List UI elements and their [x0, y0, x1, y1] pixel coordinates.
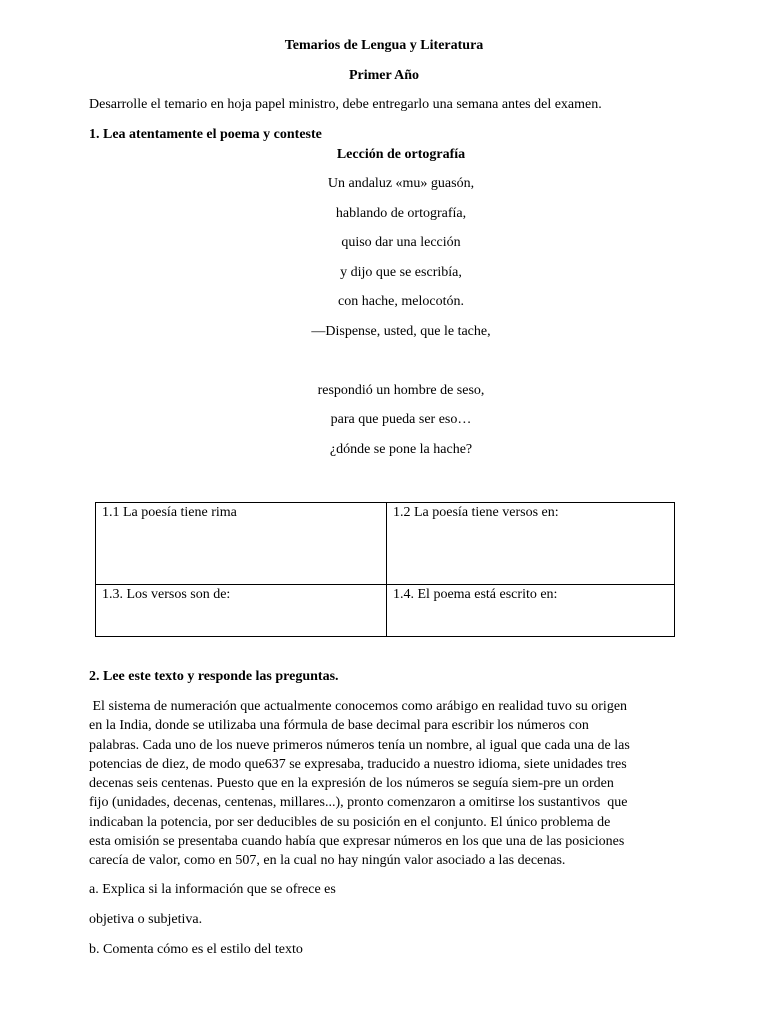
paragraph-line: palabras. Cada uno de los nueve primeros números tenía un nombre, al igual que cada una de las [89, 737, 630, 753]
reading-paragraph [89, 697, 689, 871]
poem-line: ¿dónde se pone la hache? [329, 442, 473, 457]
table-cell-q1 [96, 503, 386, 584]
poem-line: con hache, melocotón. [338, 294, 464, 309]
document-subtitle: Primer Año [348, 68, 420, 83]
paragraph-line: carecía de valor, como en 507, en la cual no hay ningún valor asociado a las decenas. [89, 853, 566, 869]
table-cell-q3-label: 1.3. Los versos son de: [102, 587, 231, 602]
table-cell-q2 [387, 503, 675, 584]
poem-line: quiso dar una lección [341, 235, 461, 250]
table-cell-q1-label: 1.1 La poesía tiene rima [102, 505, 237, 520]
table-cell-q3 [96, 585, 386, 637]
paragraph-line: decenas seis centenas. Puesto que en la expresión de los números se seguía siem-pre un orden [89, 776, 614, 792]
section2-heading: 2. Lee este texto y responde las preguntas. [89, 669, 339, 684]
poem-line: hablando de ortografía, [335, 206, 467, 221]
poem-line: respondió un hombre de seso, [317, 383, 485, 398]
paragraph-line: indicaban la potencia, por ser deducibles de su posición en el conjunto. El único problema de [89, 814, 611, 830]
poem-line: para que pueda ser eso… [330, 412, 472, 427]
poem-title: Lección de ortografía [336, 147, 466, 162]
paragraph-line: potencias de diez, de modo que637 se expresaba, traducido a nuestro idioma, siete unidades tres [89, 756, 627, 772]
poem-line: Un andaluz «mu» guasón, [327, 176, 475, 191]
instructions-text: Desarrolle el temario en hoja papel ministro, debe entregarlo una semana antes del examen. [89, 97, 602, 112]
table-cell-q2-label: 1.2 La poesía tiene versos en: [393, 505, 559, 520]
paragraph-line: en la India, donde se utilizaba una fórmula de base decimal para escribir los números con [89, 718, 589, 734]
paragraph-line: esta omisión se presentaba cuando había que expresar números en los que una de las posiciones [89, 834, 625, 850]
question-a-line1: a. Explica si la información que se ofrece es [89, 882, 336, 897]
questions-table [95, 502, 675, 637]
poem-line: y dijo que se escribía, [340, 265, 462, 280]
question-b: b. Comenta cómo es el estilo del texto [89, 942, 303, 957]
document-title: Temarios de Lengua y Literatura [284, 38, 484, 53]
paragraph-line: El sistema de numeración que actualmente conocemos como arábigo en realidad tuvo su origen [89, 699, 628, 714]
poem-line: —Dispense, usted, que le tache, [311, 324, 491, 339]
table-cell-q4 [387, 585, 675, 637]
table-cell-q4-label: 1.4. El poema está escrito en: [393, 587, 558, 602]
question-a-line2: objetiva o subjetiva. [89, 912, 203, 927]
paragraph-line: fijo (unidades, decenas, centenas, millares...), pronto comenzaron a omitirse los sustantivos que [89, 795, 628, 811]
section1-heading: 1. Lea atentamente el poema y conteste [89, 127, 322, 142]
